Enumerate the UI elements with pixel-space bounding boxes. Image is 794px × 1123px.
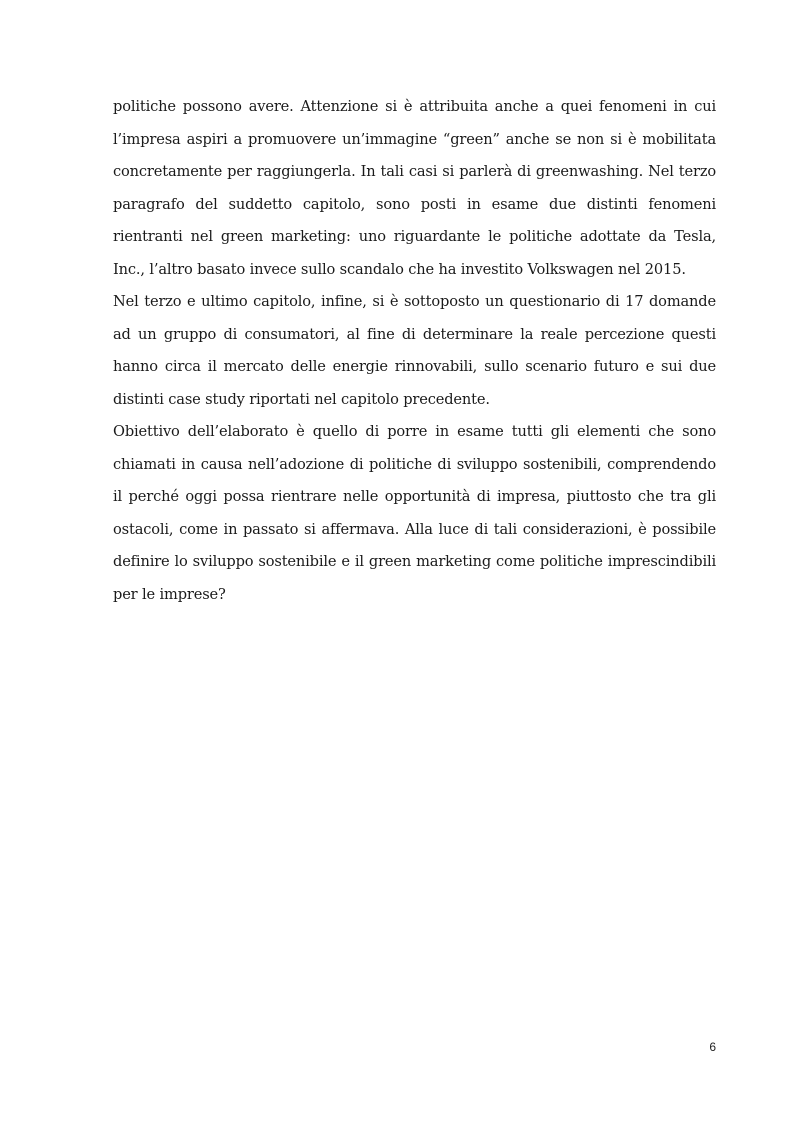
- paragraph-objective: Obiettivo dell’elaborato è quello di porre in esame tutti gli elementi che sono chiamati in causa nell’adozione di politiche di sviluppo sostenibili, comprendendo il perché oggi possa rientrare nelle opportunità di impresa, piuttosto che tra gli ostacoli, come in passato si affermava. Alla luce di tali considerazioni, è possibile definire lo sviluppo sostenibile e il green marketing come politiche imprescindibili per le imprese?: [113, 423, 716, 603]
- paragraph-third-chapter: Nel terzo e ultimo capitolo, infine, si è sottoposto un questionario di 17 domande ad un gruppo di consumatori, al fine di determinare la reale percezione questi hanno circa il mercato delle energie rinnovabili, sullo scenario futuro e sui due distinti case study riportati nel capitolo precedente.: [113, 293, 716, 408]
- page-number: 6: [709, 1040, 716, 1054]
- body-text: [113, 91, 716, 611]
- paragraph-greenwashing: politiche possono avere. Attenzione si è attribuita anche a quei fenomeni in cui l’impresa aspiri a promuovere un’immagine “green” anche se non si è mobilitata concretamente per raggiungerla. In tali casi si parlerà di greenwashing. Nel terzo paragrafo del suddetto capitolo, sono posti in esame due distinti fenomeni rientranti nel green marketing: uno riguardante le politiche adottate da Tesla, Inc., l’altro basato invece sullo scandalo che ha investito Volkswagen nel 2015.: [113, 98, 716, 278]
